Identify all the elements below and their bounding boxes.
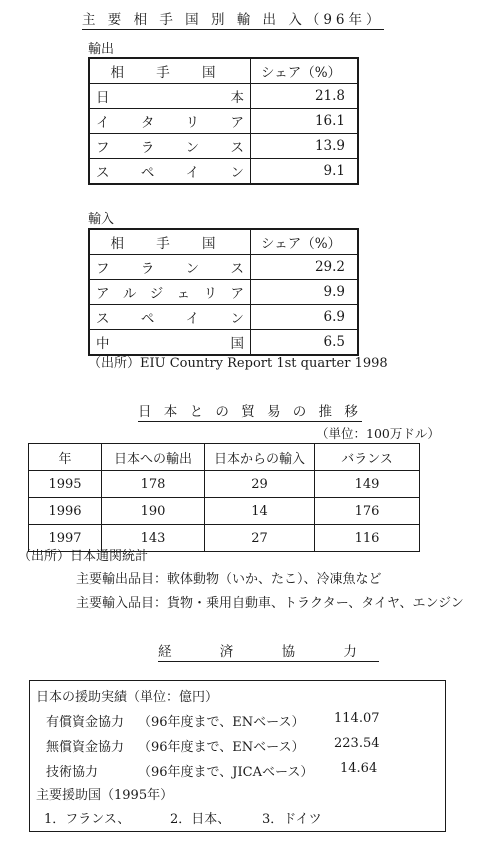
import-share-2: 6.9 <box>251 305 359 330</box>
cell-balance: 116 <box>315 525 420 552</box>
export-header-country: 相 手 国 <box>89 58 251 84</box>
import-table <box>88 228 359 356</box>
main-imports: 主要輸入品目：貨物・乗用自動車、トラクター、タイヤ、エンジン <box>76 596 464 611</box>
table-row <box>89 159 358 185</box>
import-country-2: ス ペ イ ン <box>96 311 244 327</box>
cell-year: 1997 <box>29 525 102 552</box>
export-share-3: 9.1 <box>251 159 359 185</box>
aid-detail-1: （96年度まで、ENベース） <box>138 740 305 755</box>
export-label: 輸出 <box>88 42 115 57</box>
aid-heading: 日本の援助実績（単位：億円） <box>36 690 219 705</box>
trade-table <box>28 443 420 552</box>
aid-box <box>29 680 446 832</box>
cell-exports: 190 <box>102 498 205 525</box>
import-country-0: フ ラ ン ス <box>96 261 244 277</box>
unit-label: （単位：100万ドル） <box>316 426 440 441</box>
main-exports: 主要輸出品目：軟体動物（いか、たこ）、冷凍魚など <box>76 572 382 587</box>
cell-exports: 178 <box>102 471 205 498</box>
export-country-0: 日 本 <box>96 90 244 106</box>
donor-1: 1．フランス、 <box>44 812 131 827</box>
aid-detail-0: （96年度まで、ENベース） <box>138 715 305 730</box>
header-year: 年 <box>29 444 102 471</box>
import-country-3: 中 国 <box>96 336 244 352</box>
export-header-share: シェア（%） <box>251 58 359 84</box>
section-title-trade: 日 本 と の 貿 易 の 推 移 <box>138 400 362 422</box>
import-share-3: 6.5 <box>251 330 359 356</box>
export-share-1: 16.1 <box>251 109 359 134</box>
import-share-1: 9.9 <box>251 280 359 305</box>
table-row <box>89 305 358 330</box>
donor-2: 2．日本、 <box>170 812 231 827</box>
aid-label-1: 無償資金協力 <box>46 740 125 755</box>
table-row <box>29 498 420 525</box>
donors-heading: 主要援助国（1995年） <box>36 788 174 803</box>
source-partners: （出所）EIU Country Report 1st quarter 1998 <box>88 356 388 371</box>
import-share-0: 29.2 <box>251 255 359 280</box>
header-imports: 日本からの輸入 <box>205 444 315 471</box>
header-exports: 日本への輸出 <box>102 444 205 471</box>
cell-year: 1996 <box>29 498 102 525</box>
import-header-country: 相 手 国 <box>89 229 251 255</box>
section-title-cooperation: 経 済 協 力 <box>158 640 379 662</box>
export-share-2: 13.9 <box>251 134 359 159</box>
import-label: 輸入 <box>88 212 115 227</box>
aid-value-2: 14.64 <box>340 761 378 776</box>
cell-balance: 149 <box>315 471 420 498</box>
table-row <box>29 471 420 498</box>
table-row <box>89 109 358 134</box>
table-row <box>89 280 358 305</box>
aid-value-1: 223.54 <box>334 736 380 751</box>
aid-value-0: 114.07 <box>334 711 380 726</box>
cell-imports: 27 <box>205 525 315 552</box>
import-header-share: シェア（%） <box>251 229 359 255</box>
export-table <box>88 57 359 185</box>
cell-year: 1995 <box>29 471 102 498</box>
cell-imports: 29 <box>205 471 315 498</box>
aid-detail-2: （96年度まで、JICAベース） <box>138 765 314 780</box>
export-country-1: イ タ リ ア <box>96 115 244 131</box>
export-country-3: ス ペ イ ン <box>96 165 244 181</box>
header-balance: バランス <box>315 444 420 471</box>
cell-balance: 176 <box>315 498 420 525</box>
export-country-2: フ ラ ン ス <box>96 140 244 156</box>
donor-3: 3．ドイツ <box>262 812 322 827</box>
cell-exports: 143 <box>102 525 205 552</box>
section-title-partners: 主 要 相 手 国 別 輸 出 入（96年） <box>82 8 384 30</box>
export-share-0: 21.8 <box>251 84 359 109</box>
aid-label-0: 有償資金協力 <box>46 715 125 730</box>
aid-label-2: 技術協力 <box>46 765 99 780</box>
table-row <box>89 255 358 280</box>
table-row <box>89 84 358 109</box>
import-country-1: ア ル ジ ェ リ ア <box>96 286 244 302</box>
table-row <box>89 134 358 159</box>
cell-imports: 14 <box>205 498 315 525</box>
source-trade: （出所）日本通関統計 <box>18 549 149 564</box>
